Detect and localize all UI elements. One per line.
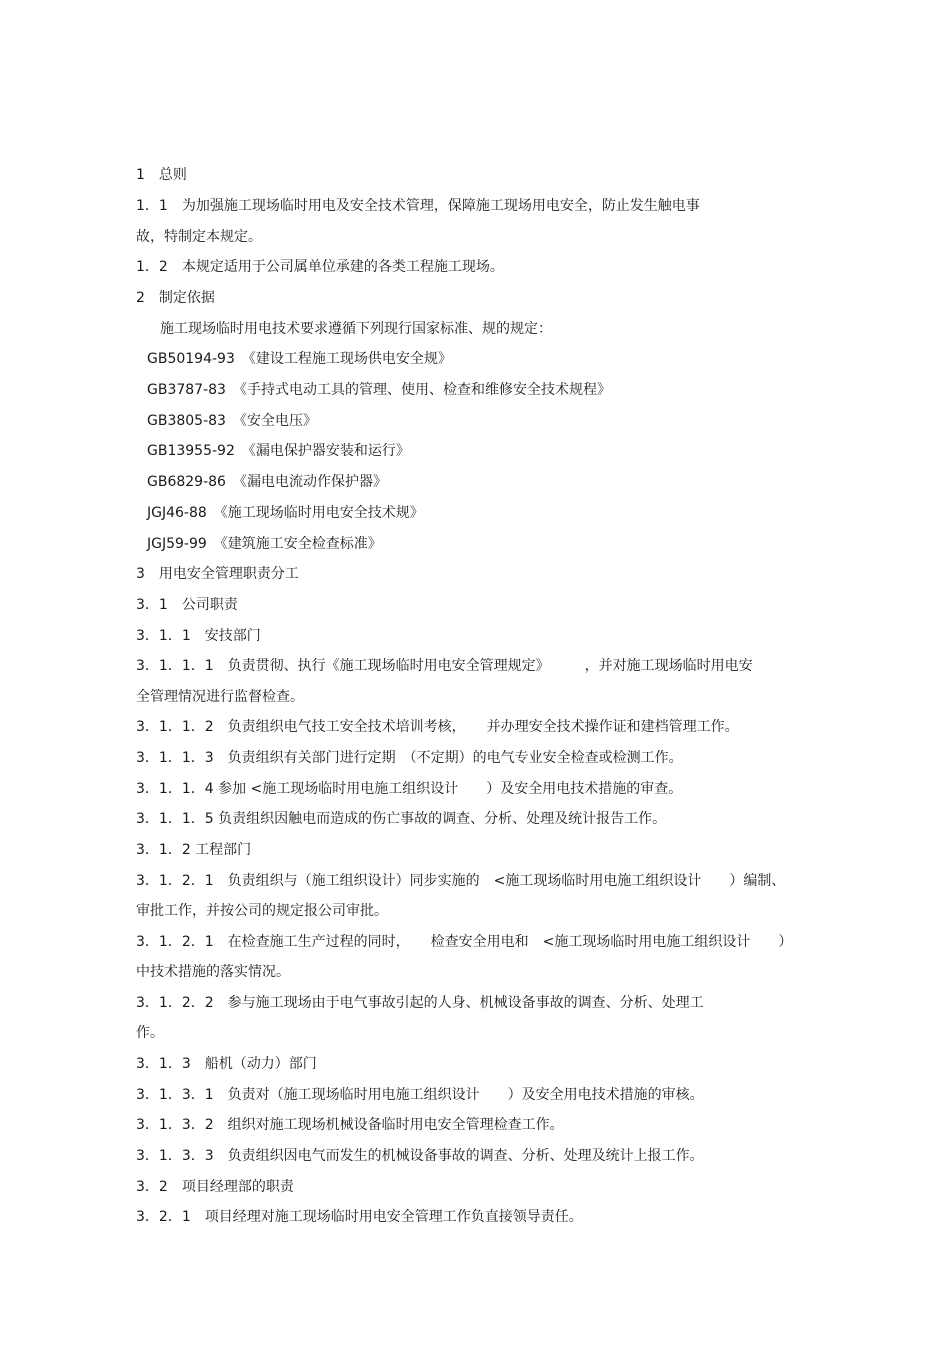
clause-1-1: 1．1 为加强施工现场临时用电及安全技术管理，保障施工现场用电安全，防止发生触电事 [136,198,700,214]
clause-3-1-1-4: 3．1．1．4 参加 <施工现场临时用电施工组织设计 ）及安全用电技术措施的审查。 [136,781,683,797]
standard-item: JGJ59-99 《建筑施工安全检查标准》 [147,536,382,552]
standard-item: GB3805-83 《安全电压》 [147,413,317,429]
clause-1-1-cont: 故，特制定本规定。 [136,229,262,245]
clause-3-1-2-1b: 3．1．2．1 在检查施工生产过程的同时， 检查安全用电和 <施工现场临时用电施工组织设计 ） [136,934,793,950]
clause-3-1-2-2: 3．1．2．2 参与施工现场由于电气事故引起的人身、机械设备事故的调查、分析、处理工 [136,995,704,1011]
clause-3-1-1-3: 3．1．1．3 负责组织有关部门进行定期 （不定期）的电气专业安全检查或检测工作。 [136,750,683,766]
clause-3-2-1: 3．2．1 项目经理对施工现场临时用电安全管理工作负直接领导责任。 [136,1209,583,1225]
standard-item: GB3787-83 《手持式电动工具的管理、使用、检查和维修安全技术规程》 [147,382,611,398]
clause-3-1-2-1-cont: 审批工作，并按公司的规定报公司审批。 [136,903,388,919]
clause-3-1-2-2-cont: 作。 [136,1025,164,1041]
section-2-intro: 施工现场临时用电技术要求遵循下列现行国家标准、规的规定： [160,321,552,337]
clause-3-1-3-1: 3．1．3．1 负责对（施工现场临时用电施工组织设计 ）及安全用电技术措施的审核。 [136,1087,704,1103]
clause-3-1-3-2: 3．1．3．2 组织对施工现场机械设备临时用电安全管理检查工作。 [136,1117,564,1133]
clause-3-1-1-2: 3．1．1．2 负责组织电气技工安全技术培训考核， 并办理安全技术操作证和建档管理工作。 [136,719,739,735]
standard-item: JGJ46-88 《施工现场临时用电安全技术规》 [147,505,424,521]
standard-item: GB6829-86 《漏电电流动作保护器》 [147,474,387,490]
clause-3-1: 3．1 公司职责 [136,597,238,613]
clause-3-1-3: 3．1．3 船机（动力）部门 [136,1056,317,1072]
clause-3-1-1: 3．1．1 安技部门 [136,628,261,644]
clause-3-1-1-5: 3．1．1．5 负责组织因触电而造成的伤亡事故的调查、分析、处理及统计报告工作。 [136,811,667,827]
section-3-heading: 3 用电安全管理职责分工 [136,566,299,582]
standard-item: GB50194-93 《建设工程施工现场供电安全规》 [147,351,452,367]
clause-3-1-2-1b-cont: 中技术措施的落实情况。 [136,964,290,980]
clause-3-1-1-1: 3．1．1．1 负责贯彻、执行《施工现场临时用电安全管理规定》 ，并对施工现场临时用电安 [136,658,753,674]
clause-3-1-1-1-cont: 全管理情况进行监督检查。 [136,689,304,705]
clause-3-1-3-3: 3．1．3．3 负责组织因电气而发生的机械设备事故的调查、分析、处理及统计上报工作。 [136,1148,704,1164]
section-1-heading: 1 总则 [136,167,187,183]
standard-item: GB13955-92 《漏电保护器安装和运行》 [147,443,410,459]
clause-3-1-2: 3．1．2 工程部门 [136,842,252,858]
clause-1-2: 1．2 本规定适用于公司属单位承建的各类工程施工现场。 [136,259,504,275]
section-2-heading: 2 制定依据 [136,290,215,306]
clause-3-1-2-1: 3．1．2．1 负责组织与（施工组织设计）同步实施的 <施工现场临时用电施工组织设计 ）编制、 [136,873,786,889]
clause-3-2: 3．2 项目经理部的职责 [136,1179,294,1195]
